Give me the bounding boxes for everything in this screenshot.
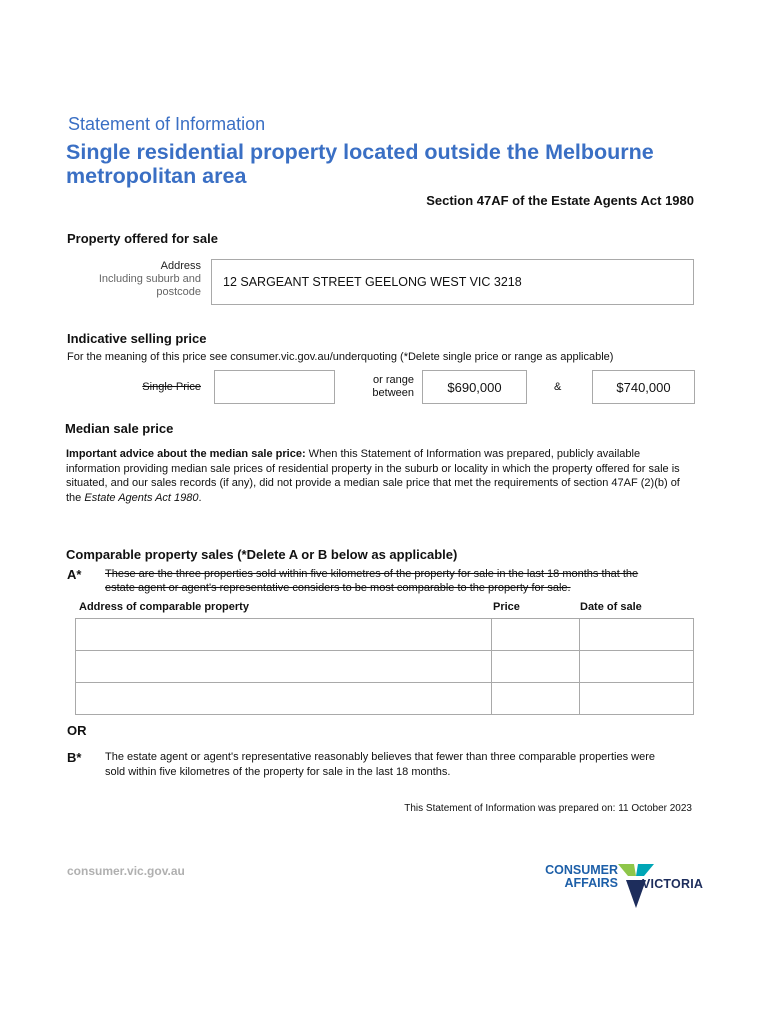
table-row (76, 683, 694, 715)
footer-url[interactable]: consumer.vic.gov.au (67, 864, 185, 878)
row-2-address-cell[interactable] (76, 651, 492, 683)
single-price-label: Single Price (142, 381, 201, 393)
address-field[interactable] (211, 259, 694, 305)
range-ampersand: & (554, 381, 562, 393)
range-high-value: $740,000 (616, 380, 671, 395)
range-label-line-1: or range (373, 374, 414, 386)
address-value: 12 SARGEANT STREET GEELONG WEST VIC 3218 (223, 275, 522, 289)
median-period: . (198, 491, 202, 504)
option-a-label: A* (67, 567, 82, 582)
comparable-sales-table (75, 618, 694, 715)
option-b-label: B* (67, 750, 82, 765)
col-header-date: Date of sale (580, 601, 642, 613)
price-heading: Indicative selling price (67, 331, 207, 346)
document-kicker: Statement of Information (68, 114, 266, 134)
range-high-field[interactable] (592, 370, 695, 404)
row-1-address-cell[interactable] (76, 619, 492, 651)
prepared-date: This Statement of Information was prepared on: 11 October 2023 (404, 803, 692, 814)
median-act-name: Estate Agents Act 1980 (84, 491, 199, 504)
title-line-2: metropolitan area (66, 164, 247, 188)
address-label-group (80, 260, 201, 299)
range-low-value: $690,000 (447, 380, 502, 395)
range-label (340, 374, 414, 400)
title-line-1: Single residential property located outside the Melbourne (66, 140, 654, 164)
median-heading: Median sale price (65, 421, 174, 436)
or-label: OR (67, 723, 87, 738)
row-1-price-cell[interactable] (492, 619, 580, 651)
table-row (76, 651, 694, 683)
option-b-text (105, 750, 705, 779)
document-title (66, 140, 726, 188)
row-3-date-cell[interactable] (580, 683, 694, 715)
address-label: Address (160, 260, 201, 272)
act-reference: Section 47AF of the Estate Agents Act 1980 (426, 193, 694, 208)
logo-victoria-text: VICTORIA (642, 877, 704, 891)
row-2-date-cell[interactable] (580, 651, 694, 683)
consumer-affairs-victoria-logo (530, 860, 704, 912)
row-2-price-cell[interactable] (492, 651, 580, 683)
median-advice-text: When this Statement of Information was prepared, publicly available information providing median sale prices of residential property in the suburb or locality in which the property offered for sale is situated, and our sales records (if any), did not provide a median sale price that met the requirements of section 47AF (2)(b) of the (66, 448, 680, 504)
col-header-price: Price (493, 601, 520, 613)
property-heading: Property offered for sale (67, 231, 218, 246)
option-a-text (105, 567, 705, 595)
row-1-date-cell[interactable] (580, 619, 694, 651)
row-3-price-cell[interactable] (492, 683, 580, 715)
table-row (76, 619, 694, 651)
range-label-line-2: between (372, 387, 414, 399)
price-note: For the meaning of this price see consumer.vic.gov.au/underquoting (*Delete single price or range as applicable) (67, 351, 614, 363)
row-3-address-cell[interactable] (76, 683, 492, 715)
option-b-line-1: The estate agent or agent's representative reasonably believes that fewer than three comparable properties were (105, 751, 655, 763)
col-header-address: Address of comparable property (79, 601, 249, 613)
logo-line-2: AFFAIRS (564, 876, 618, 890)
median-advice-bold: Important advice about the median sale price: (66, 448, 306, 460)
option-a-line-2: estate agent or agent's representative considers to be most comparable to the property for sale. (105, 582, 571, 594)
range-low-field[interactable] (422, 370, 527, 404)
option-a-line-1: These are the three properties sold within five kilometres of the property for sale in the last 18 months that the (105, 568, 639, 580)
address-sublabel-2: postcode (156, 286, 201, 298)
address-sublabel-1: Including suburb and (98, 273, 201, 285)
comparable-heading: Comparable property sales (*Delete A or B below as applicable) (66, 547, 458, 562)
single-price-field[interactable] (214, 370, 335, 404)
logo-line-1: CONSUMER (545, 863, 618, 877)
median-advice (66, 447, 696, 505)
option-b-line-2: sold within five kilometres of the property for sale in the last 18 months. (105, 765, 451, 778)
logo-text (532, 864, 618, 890)
